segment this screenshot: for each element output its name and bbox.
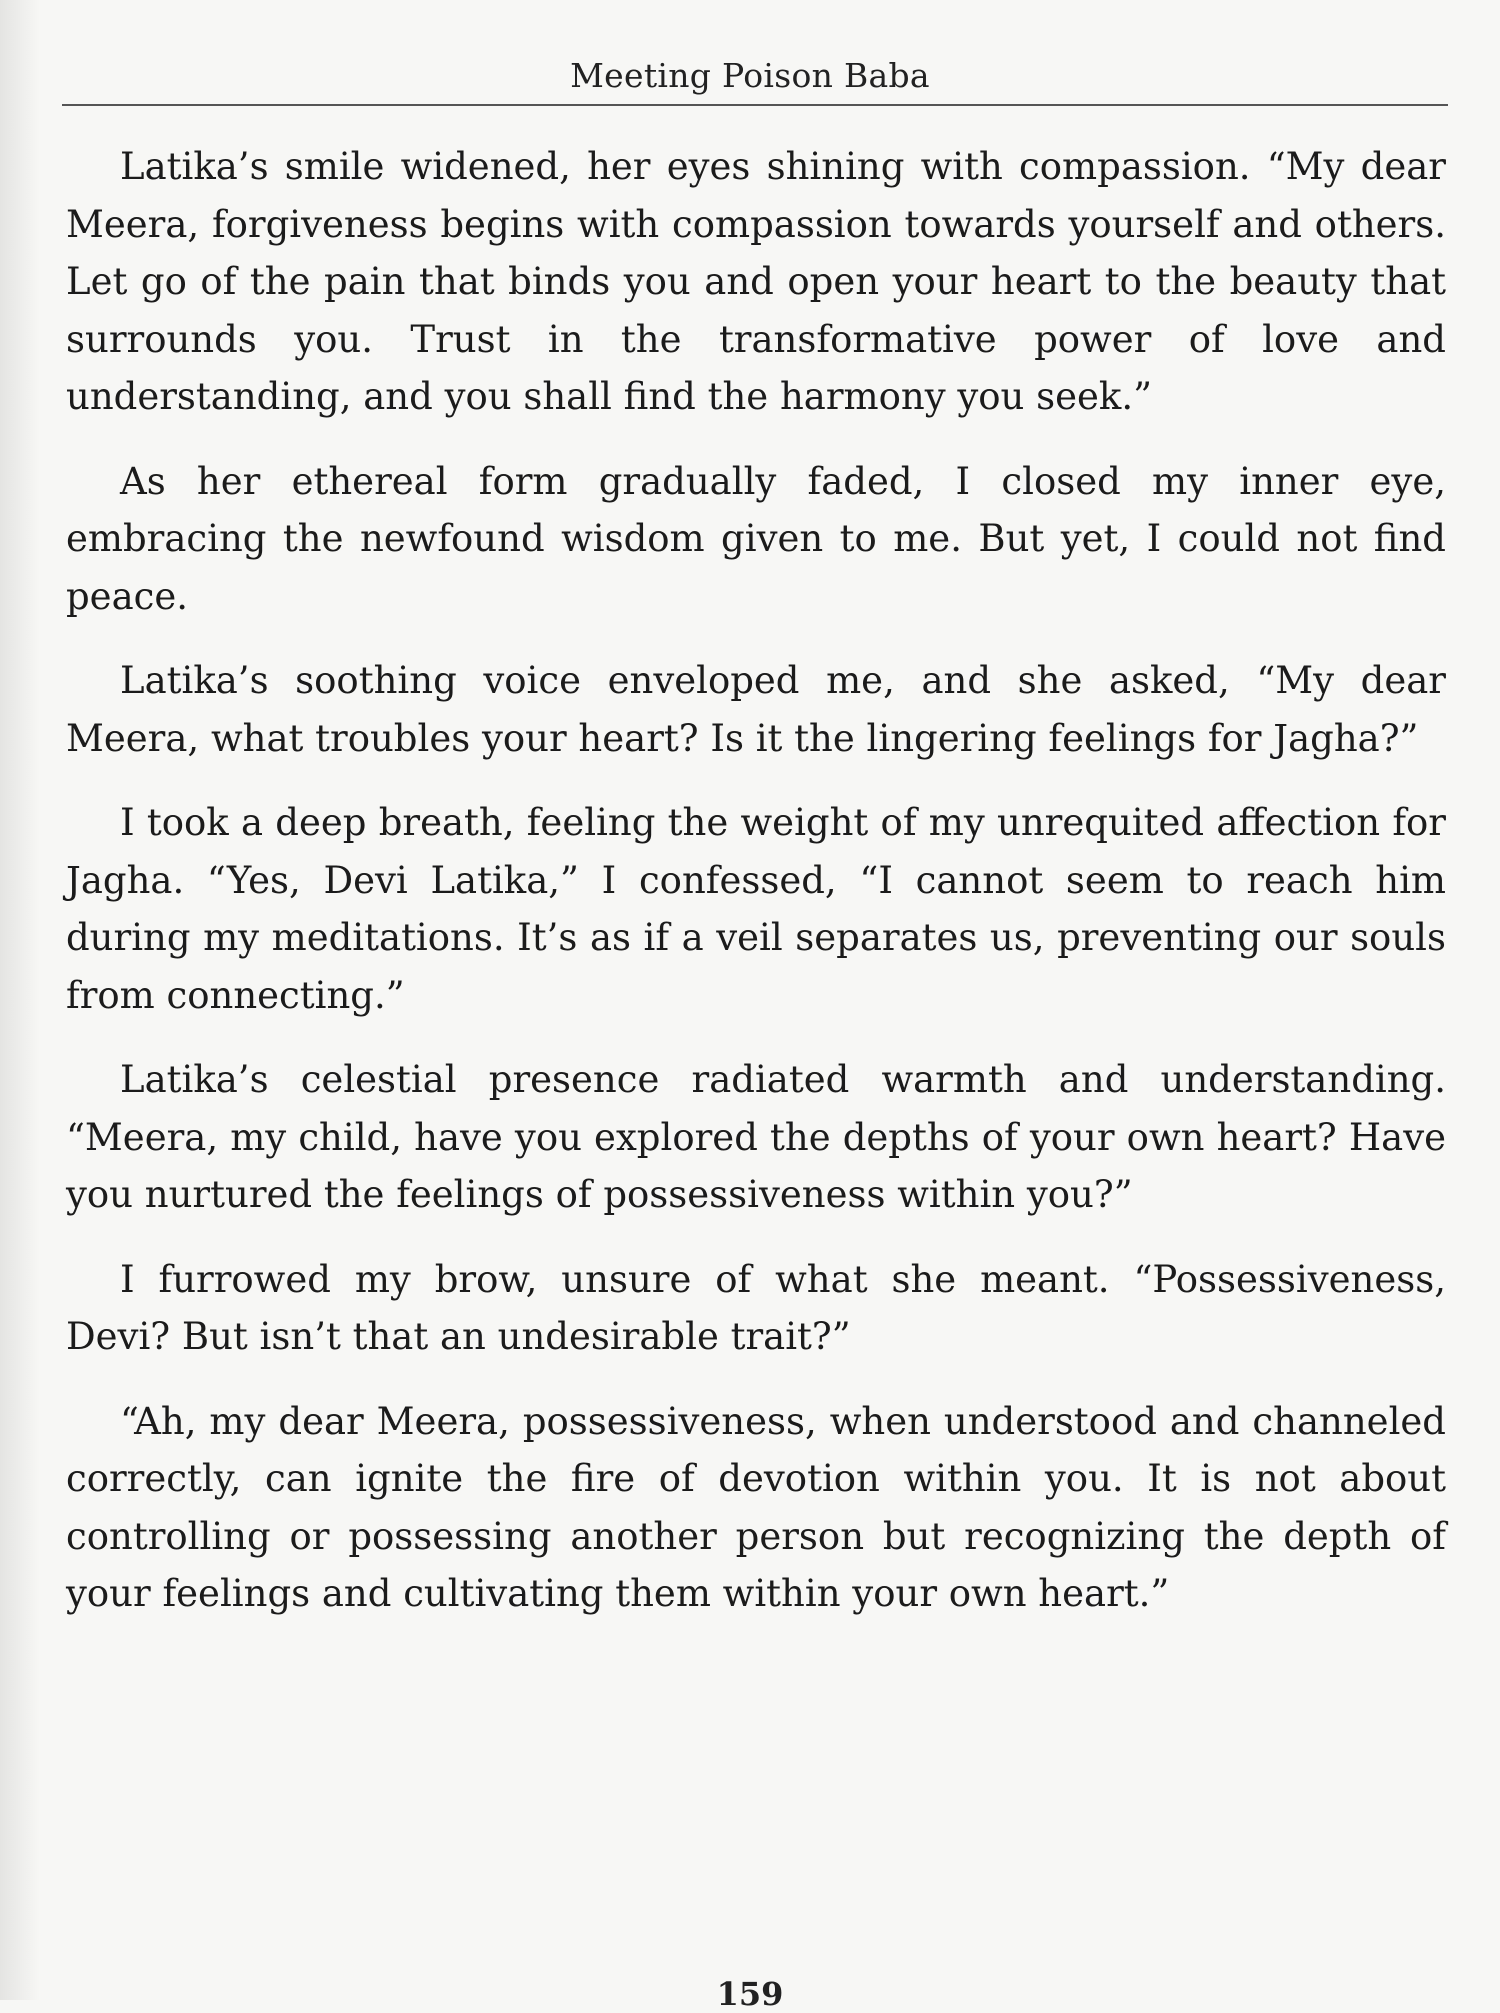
page-gutter-shadow (0, 0, 40, 2000)
running-header: Meeting Poison Baba (570, 56, 930, 95)
paragraph: Latika’s soothing voice enveloped me, and she asked, “My dear Meera, what troubles your heart? Is it the lingering feelings for Jagha?” (66, 659, 1446, 760)
paragraph: Latika’s celestial presence radiated warmth and understanding. “Meera, my child, have you explored the depths of your own heart? Have you nurtured the feelings of possessiveness within you?” (66, 1058, 1446, 1216)
header-rule (62, 104, 1448, 106)
paragraph: Latika’s smile widened, her eyes shining with compassion. “My dear Meera, forgiveness begins with compassion towards yourself and others. Let go of the pain that binds you and open your heart to the beauty that surrounds you. Trust in the transformative power of love and understanding, and you shall find the harmony you seek.” (66, 145, 1446, 418)
paragraph: I furrowed my brow, unsure of what she meant. “Possessiveness, Devi? But isn’t that an undesirable trait?” (66, 1257, 1446, 1358)
paragraph: I took a deep breath, feeling the weight of my unrequited affection for Jagha. “Yes, Devi Latika,” I confessed, “I cannot seem to reach him during my meditations. It’s as if a veil separates us, preventing our souls from connecting.” (66, 801, 1446, 1017)
body-text (66, 138, 1446, 1650)
paragraph: As her ethereal form gradually faded, I closed my inner eye, embracing the newfound wisdom given to me. But yet, I could not find peace. (66, 459, 1446, 618)
paragraph: “Ah, my dear Meera, possessiveness, when understood and channeled correctly, can ignite the fire of devotion within you. It is not about controlling or possessing another person but recognizing the depth of your feelings and cultivating them within your own heart.” (66, 1399, 1446, 1615)
page-number: 159 (716, 1975, 784, 2013)
